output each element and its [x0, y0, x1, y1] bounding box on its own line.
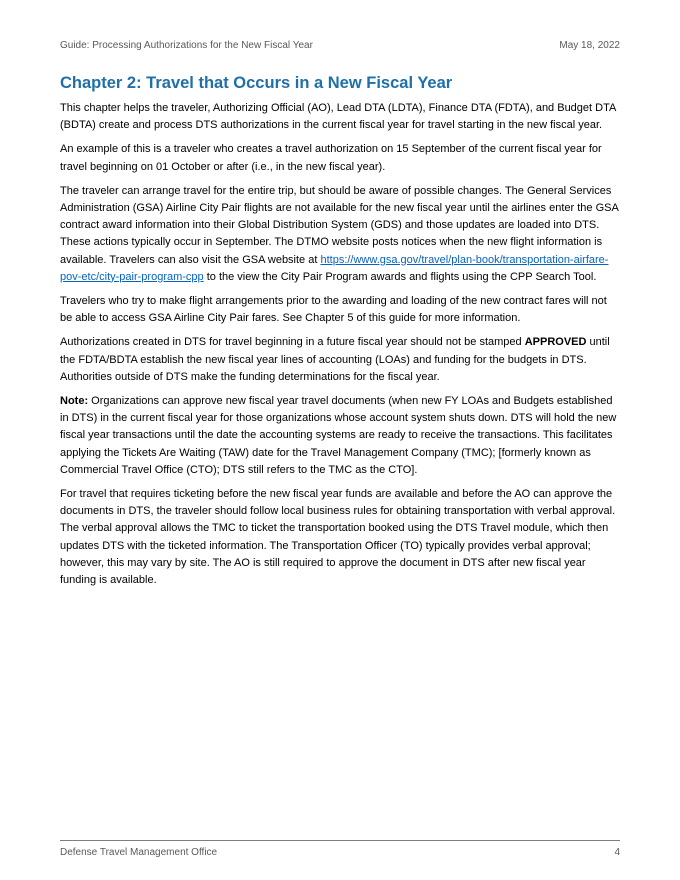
paragraph-note: [60, 393, 620, 479]
paragraph-text: Authorizations created in DTS for travel beginning in a future fiscal year should not be stamped: [60, 336, 525, 349]
paragraph-intro: This chapter helps the traveler, Authorizing Official (AO), Lead DTA (LDTA), Finance DTA (FDTA), and Budget DTA (BDTA) create and process DTS authorizations in the current fiscal year for travel starting in the new fiscal year.: [60, 102, 616, 132]
paragraph-text: The traveler can arrange travel for the entire trip, but should be aware of possible changes. The General Services Administration (GSA) Airline City Pair flights are not available for the new fiscal year until the airlines enter the GSA contract award information into their Global Distribution System (GDS) and those updates are loaded into DTS. These actions typically occur in September. The DTMO website posts notices when the new flight information is available. Travelers can also visit the GSA website at: [60, 184, 619, 266]
gsa-city-pair-link[interactable]: https://www.gsa.gov/travel/plan-book/transportation-airfare-pov-etc/city-pair-program-cpp: [60, 253, 609, 283]
chapter-title: Chapter 2: Travel that Occurs in a New Fiscal Year: [60, 74, 453, 92]
header-document-title: Guide: Processing Authorizations for the New Fiscal Year: [60, 40, 313, 51]
header-date: May 18, 2022: [559, 40, 620, 51]
paragraph-approval-stamp: [60, 334, 620, 386]
page-number: 4: [614, 847, 620, 858]
page-header: [60, 40, 620, 54]
footer-organization: Defense Travel Management Office: [60, 847, 218, 858]
approved-keyword: APPROVED: [524, 336, 587, 349]
paragraph-flight-arrangements: Travelers who try to make flight arrangements prior to the awarding and loading of the new contract fares will not be able to access GSA Airline City Pair fares. See Chapter 5 of this guide for more information.: [60, 295, 607, 325]
footer-divider: [60, 840, 620, 841]
paragraph-gsa-city-pair: [60, 183, 620, 286]
note-label: Note:: [60, 395, 89, 408]
paragraph-text: until the FDTA/BDTA establish the new fiscal year lines of accounting (LOAs) and funding for the budgets in DTS. Authorities outside of DTS make the funding determinations for the fiscal year.: [60, 336, 610, 383]
page-footer: [60, 847, 620, 861]
paragraph-text: to the view the City Pair Program awards and flights using the CPP Search Tool.: [203, 270, 597, 283]
note-text: Organizations can approve new fiscal year travel documents (when new FY LOAs and Budgets established in DTS) in the current fiscal year for those organizations whose account system shuts down. DTS will hold the new fiscal year transactions until the date the accounting systems are ready to receive the transactions. This facilitates applying the Tickets Are Waiting (TAW) date for the Travel Management Company (TMC); [formerly known as Commercial Travel Office (CTO); DTS still refers to the TMC as the CTO].: [60, 395, 617, 476]
paragraph-example: An example of this is a traveler who creates a travel authorization on 15 September of the current fiscal year for travel beginning on 01 October or after (i.e., in the new fiscal year).: [60, 143, 602, 173]
page-content: [60, 72, 620, 596]
paragraph-verbal-approval: For travel that requires ticketing before the new fiscal year funds are available and before the AO can approve the documents in DTS, the traveler should follow local business rules for obtaining transportation with verbal approval. The verbal approval allows the TMC to ticket the transportation booked using the DTS Travel module, which then updates DTS with the ticketed information. The Transportation Officer (TO) typically provides verbal approval; however, this may vary by site. The AO is still required to approve the document in DTS after new fiscal year funding is available.: [60, 488, 616, 587]
